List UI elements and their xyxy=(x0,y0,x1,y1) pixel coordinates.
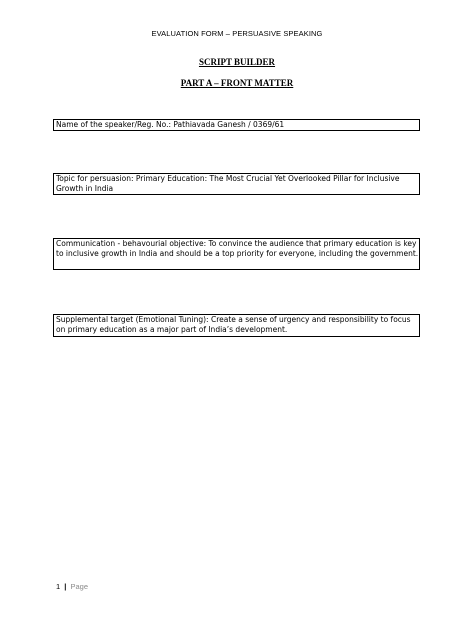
page-number: 1 xyxy=(56,582,61,591)
topic-field: Topic for persuasion: Primary Education: The Most Crucial Yet Overlooked Pillar for Inclusive Growth in India xyxy=(53,173,420,195)
objective-field: Communication - behavourial objective: To convince the audience that primary education is key to inclusive growth in India and should be a top priority for everyone, including the government. xyxy=(53,238,420,270)
supplemental-field: Supplemental target (Emotional Tuning): Create a sense of urgency and responsibility to focus on primary education as a major part of India’s development. xyxy=(53,314,420,337)
speaker-field: Name of the speaker/Reg. No.: Pathiavada Ganesh / 0369/61 xyxy=(53,119,420,131)
page-header: EVALUATION FORM – PERSUASIVE SPEAKING xyxy=(151,29,323,38)
page-separator: | xyxy=(64,582,67,591)
script-builder-title: SCRIPT BUILDER xyxy=(198,57,276,67)
page-label: Page xyxy=(70,582,88,591)
page-footer xyxy=(56,582,88,591)
part-a-title: PART A – FRONT MATTER xyxy=(180,78,294,88)
